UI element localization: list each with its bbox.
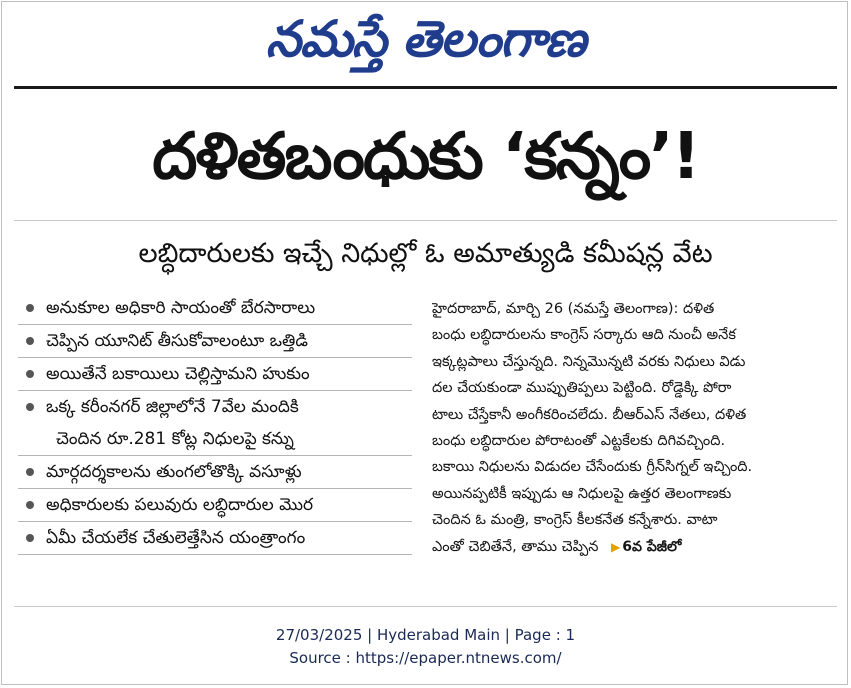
footer-date-edition: 27/03/2025 | Hyderabad Main | Page : 1	[275, 626, 576, 644]
continued-label: 6వ పేజీలో	[622, 538, 682, 555]
highlight-item	[18, 456, 412, 489]
highlight-text: ఏమీ చేయలేక చేతులెత్తేసిన యంత్రాంగం	[46, 528, 306, 548]
bullet-icon	[26, 468, 34, 476]
highlight-text: అధికారులకు పలువురు లబ్ధిదారుల మొర	[46, 495, 314, 515]
body-line: బకాయి నిధులను విడుదల చేసేందుకు గ్రీన్‌సిగ్నల్ ఇచ్చింది.	[432, 459, 753, 476]
headline-divider	[14, 220, 837, 221]
highlight-text: చెందిన రూ.281 కోట్ల నిధులపై కన్ను	[56, 429, 294, 449]
newspaper-masthead: నమస్తే తెలంగాణ	[265, 9, 586, 68]
body-line: ఇక్కట్లపాలు చేస్తున్నది. నిన్నమొన్నటి వరకు నిధులు విడు	[432, 353, 746, 370]
highlight-item-continuation	[18, 423, 412, 456]
highlight-item	[18, 358, 412, 391]
continued-on-page-link[interactable]	[611, 534, 681, 560]
highlight-item	[18, 292, 412, 325]
body-line: బంధు లబ్ధిదారులను కాంగ్రెస్ సర్కారు ఆది నుంచీ అనేక	[432, 327, 736, 344]
body-line: బంధు లబ్ధిదారుల పోరాటంతో ఎట్టకేలకు దిగివచ్చింది.	[432, 432, 726, 449]
highlights-list	[18, 292, 412, 555]
article-body	[432, 296, 834, 560]
bullet-icon	[26, 370, 34, 378]
body-line: చెందిన ఓ మంత్రి, కాంగ్రెస్ కీలకనేత కన్నేశారు. వాటా	[432, 512, 718, 529]
highlight-text: ఒక్క కరీంనగర్ జిల్లాలోనే 7వేల మందికి	[46, 397, 299, 417]
masthead-divider	[14, 86, 837, 89]
highlight-item	[18, 325, 412, 358]
triangle-right-icon: ▶	[611, 539, 621, 554]
bullet-icon	[26, 304, 34, 312]
highlight-text: అనుకూల అధికారి సాయంతో బేరసారాలు	[46, 298, 316, 318]
body-line: దల చేయకుండా ముప్పుతిప్పలు పెట్టింది. రోడ్డెక్కి పోరా	[432, 380, 732, 397]
bullet-icon	[26, 403, 34, 411]
body-line: అయినప్పటికీ ఇప్పుడు ఆ నిధులపై ఉత్తర తెలంగాణకు	[432, 485, 732, 502]
body-line-last	[432, 534, 834, 560]
highlight-text: అయితేనే బకాయిలు చెల్లిస్తామని హుకుం	[46, 364, 310, 384]
highlight-item	[18, 391, 412, 423]
highlight-text: చెప్పిన యూనిట్ తీసుకోవాలంటూ ఒత్తిడి	[46, 331, 308, 351]
bullet-icon	[26, 337, 34, 345]
footer	[0, 624, 851, 670]
body-line: టాలు చేస్తేకానీ అంగీకరించలేదు. బీఆర్ఎస్ నేతలు, దళిత	[432, 406, 747, 423]
highlight-item	[18, 522, 412, 555]
footer-divider	[14, 606, 837, 607]
footer-source[interactable]: Source : https://epaper.ntnews.com/	[289, 649, 562, 667]
body-line-text: ఎంతో చెబితేనే, తాము చెప్పిన	[432, 538, 599, 555]
article-headline: దళితబంధుకు ‘కన్నం’!	[152, 120, 699, 194]
highlight-text: మార్గదర్శకాలను తుంగలోతొక్కి వసూళ్లు	[46, 462, 302, 482]
bullet-icon	[26, 534, 34, 542]
article-subheadline: లబ్ధిదారులకు ఇచ్చే నిధుల్లో ఓ అమాత్యుడి కమీషన్ల వేట	[138, 238, 713, 269]
body-line: హైదరాబాద్, మార్చి 26 (నమస్తే తెలంగాణ): దళిత	[432, 301, 715, 317]
highlight-item	[18, 489, 412, 522]
bullet-icon	[26, 501, 34, 509]
